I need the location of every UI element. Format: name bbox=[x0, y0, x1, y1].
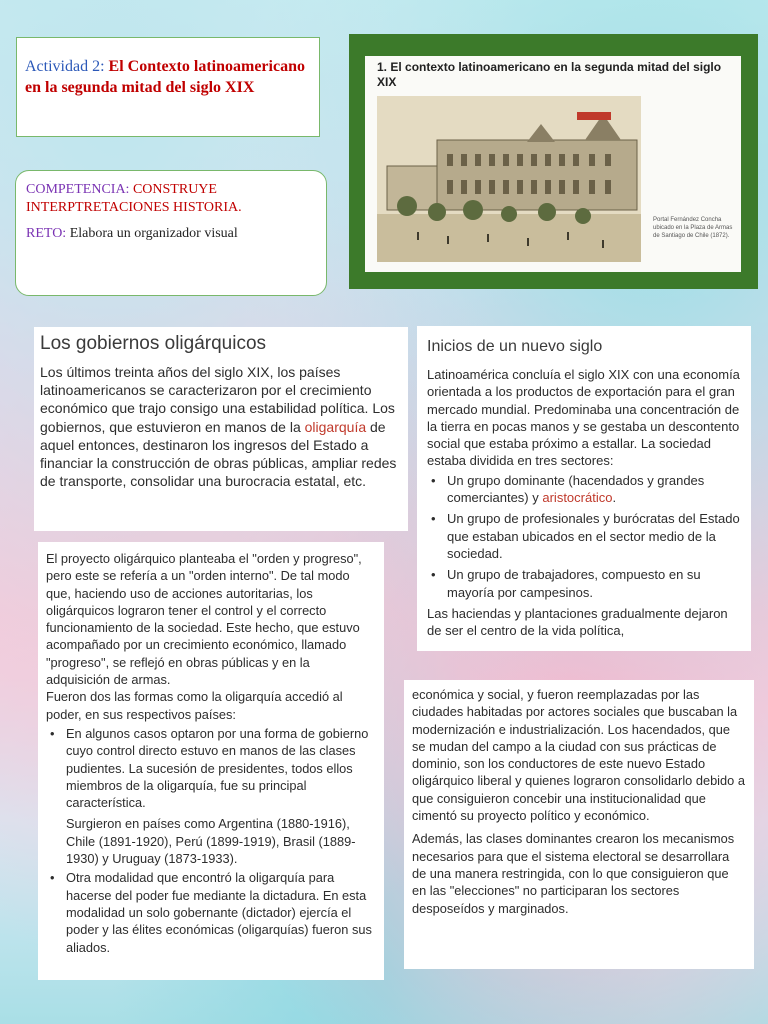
sector-list bbox=[427, 472, 743, 601]
list-item: • Otra modalidad que encontró la oligarquía para hacerse del poder fue mediante la dictadura. En esta modalidad un solo gobernante (dictador) ejercía el poder y las élites económicas (oligarquías) fueron sus aliados. bbox=[46, 869, 376, 955]
activity-title: El Contexto latinoamericano en la segunda mitad del siglo XIX bbox=[25, 58, 305, 96]
image-title: 1. El contexto latinoamericano en la segunda mitad del siglo XIX bbox=[377, 60, 722, 89]
section-paragraph: económica y social, y fueron reemplazadas por las ciudades habitadas por actores sociales que buscaban la modernización e industrialización. Los hacendados, que se mudan del campo a la ciudad con sus prácticas de dominio, son los conductores de este nuevo Estado oligárquico liberal y quienes lograron consolidarlo debido a que consiguieron concebir una institucionalidad que cimentó su proyecto político y económico. bbox=[412, 687, 745, 824]
reto-line bbox=[26, 225, 316, 243]
section-heading: Los gobiernos oligárquicos bbox=[40, 333, 267, 354]
section-paragraph: Fueron dos las formas como la oligarquía accedió al poder, en sus respectivos países: bbox=[46, 689, 343, 722]
list-item-text: Un grupo dominante (hacendados y grandes comerciantes) y bbox=[447, 472, 705, 506]
paragraph-text: Los últimos treinta años del siglo XIX, los países latinoamericanos se caracterizaron por el crecimiento económico que trajo consigo una estabilidad política. Los gobiernos, que estuvieron en manos de la bbox=[40, 364, 395, 435]
reto-label: RETO: bbox=[26, 226, 67, 241]
list-item-text: . bbox=[612, 490, 617, 506]
list-item: • En algunos casos optaron por una forma de gobierno cuyo control directo estuvo en manos de las clases pudientes. La sucesión de presidentes, todos ellos miembros de la oligarquía, fue su principal característica. bbox=[46, 725, 376, 811]
activity-title-box bbox=[16, 37, 320, 137]
section-paragraph: El proyecto oligárquico planteaba el "orden y progreso", pero este se refería a un "orden interno". De tal modo que, haciendo uso de acciones autoritarias, los oligárquicos lograron tener el control y el correcto funcionamiento de la sociedad. Este hecho, que estuvo acompañado por un crecimiento económico, llamado "progreso", se reflejó en obras públicas y en la adquisición de armas. bbox=[46, 551, 362, 688]
image-frame bbox=[349, 34, 758, 289]
competence-label: COMPETENCIA: bbox=[26, 182, 130, 197]
section-paragraph: Latinoamérica concluía el siglo XIX con una economía orientada a los productos de exportación para el gran mercado mundial. Predominaba una concentración de la tierra en pocas manos y se gestaba un descontento social que estaba próximo a estallar. La sociedad estaba dividida en tres sectores: bbox=[427, 367, 740, 469]
image-caption: Portal Fernández Concha ubicado en la Plaza de Armas de Santiago de Chile (1872). bbox=[653, 217, 733, 239]
section-paragraph: Además, las clases dominantes crearon los mecanismos necesarios para que el sistema electoral se desarrollara de una manera restringida, con lo que consiguieron que en las "elecciones" no participaran los sectores desposeídos y marginados. bbox=[412, 831, 735, 916]
highlighted-term: aristocrático bbox=[542, 490, 613, 506]
section-paragraph: Las haciendas y plantaciones gradualmente dejaron de ser el centro de la vida política, bbox=[427, 605, 728, 639]
section-oligarchic-governments bbox=[34, 327, 408, 531]
image-panel bbox=[365, 56, 741, 272]
activity-label: Actividad 2: bbox=[25, 58, 105, 75]
competence-line bbox=[26, 181, 316, 217]
section-paragraph bbox=[40, 363, 402, 490]
competence-value: CONSTRUYE INTERPTRETACIONES HISTORIA. bbox=[26, 182, 242, 215]
section-continuation bbox=[404, 680, 754, 969]
building-illustration bbox=[377, 96, 641, 262]
section-oligarchic-project bbox=[38, 542, 384, 980]
section-new-century bbox=[417, 326, 751, 651]
forms-list bbox=[46, 725, 376, 811]
forms-list bbox=[46, 869, 376, 955]
section-heading: Inicios de un nuevo siglo bbox=[427, 338, 603, 355]
paragraph-text: de aquel entonces, destinaron los ingresos del Estado a financiar la construcción de obras públicas, ampliar redes de transporte, consolidar una burocracia estatal, etc. bbox=[40, 418, 397, 490]
list-item bbox=[427, 472, 743, 507]
list-item-detail: Surgieron en países como Argentina (1880-1916), Chile (1891-1920), Perú (1899-1919), Brasil (1889-1930) y Uruguay (1873-1933). bbox=[66, 816, 356, 867]
list-item: • Un grupo de trabajadores, compuesto en su mayoría por campesinos. bbox=[427, 566, 743, 601]
highlighted-term: oligarquía bbox=[304, 418, 367, 435]
list-item: • Un grupo de profesionales y burócratas del Estado que estaban ubicados en el sector medio de la sociedad. bbox=[427, 510, 743, 562]
reto-value: Elabora un organizador visual bbox=[69, 226, 238, 241]
competence-box bbox=[15, 170, 327, 296]
historical-building-photo bbox=[377, 96, 641, 262]
